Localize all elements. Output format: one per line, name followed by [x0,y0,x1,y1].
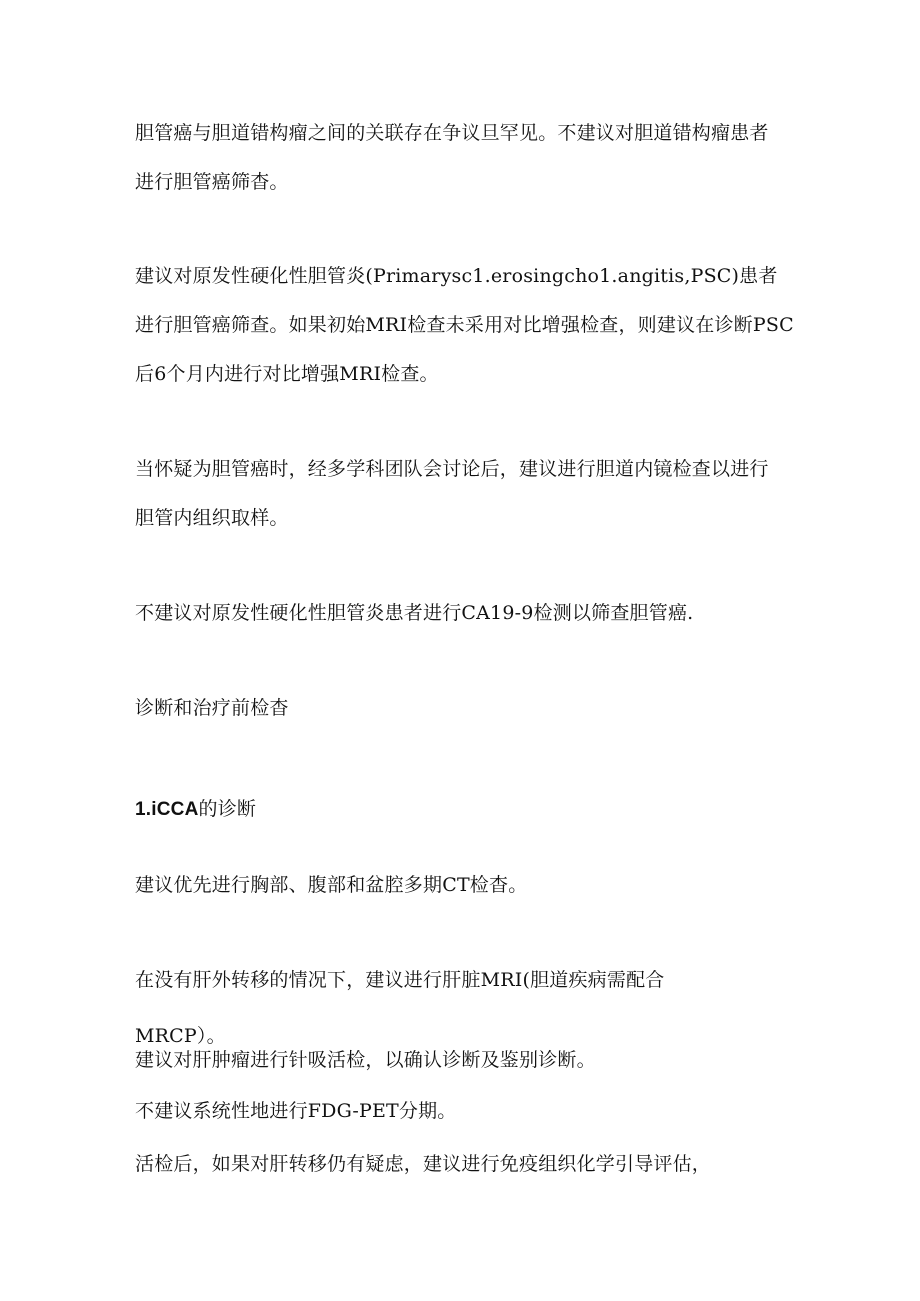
paragraph-1-line-2: 进行胆管癌筛杳。 [135,171,289,193]
paragraph-1-line-1: 胆管癌与胆道错构瘤之间的关联存在争议旦罕见。不建议对胆道错构瘤患者 [135,122,769,144]
paragraph-8: 不建议系统性地进行FDG-PET分期。 [135,1100,457,1122]
paragraph-9: 活检后，如果对肝转移仍有疑虑，建议进行免疫组织化学引导评估， [135,1153,712,1175]
subsection-heading [135,797,256,822]
paragraph-3-line-2: 胆管内组织取样。 [135,507,289,529]
paragraph-3-line-1: 当怀疑为胆管癌时，经多学科团队会讨论后，建议进行胆道内镜检查以进行 [135,458,769,480]
paragraph-6-line-1: 在没有肝外转移的情况下，建议进行肝脏MRI(胆道疾病需配合 [135,969,665,991]
subsection-title: 的诊断 [198,798,257,820]
paragraph-2-line-2: 进行胆管癌筛查。如果初始MRI检查未采用对比增强检查，则建议在诊断PSC [135,314,794,336]
paragraph-6-line-2: MRCP）。 [135,1025,226,1047]
paragraph-2-line-1: 建议对原发性硬化性胆管炎(Primarysc1.erosingcho1.angitis,PSC)患者 [135,265,778,287]
section-title: 诊断和治疗前检杳 [135,697,289,719]
paragraph-7: 建议对肝肿瘤进行针吸活检，以确认诊断及鉴别诊断。 [135,1049,596,1071]
subsection-number: 1.iCCA [135,799,199,820]
paragraph-2-line-3: 后6个月内进行对比增强MRI检查。 [135,363,439,385]
paragraph-4: 不建议对原发性硬化性胆管炎患者进行CA19-9检测以筛查胆管癌. [135,602,694,624]
paragraph-5: 建议优先进行胸部、腹部和盆腔多期CT检杳。 [135,874,528,896]
